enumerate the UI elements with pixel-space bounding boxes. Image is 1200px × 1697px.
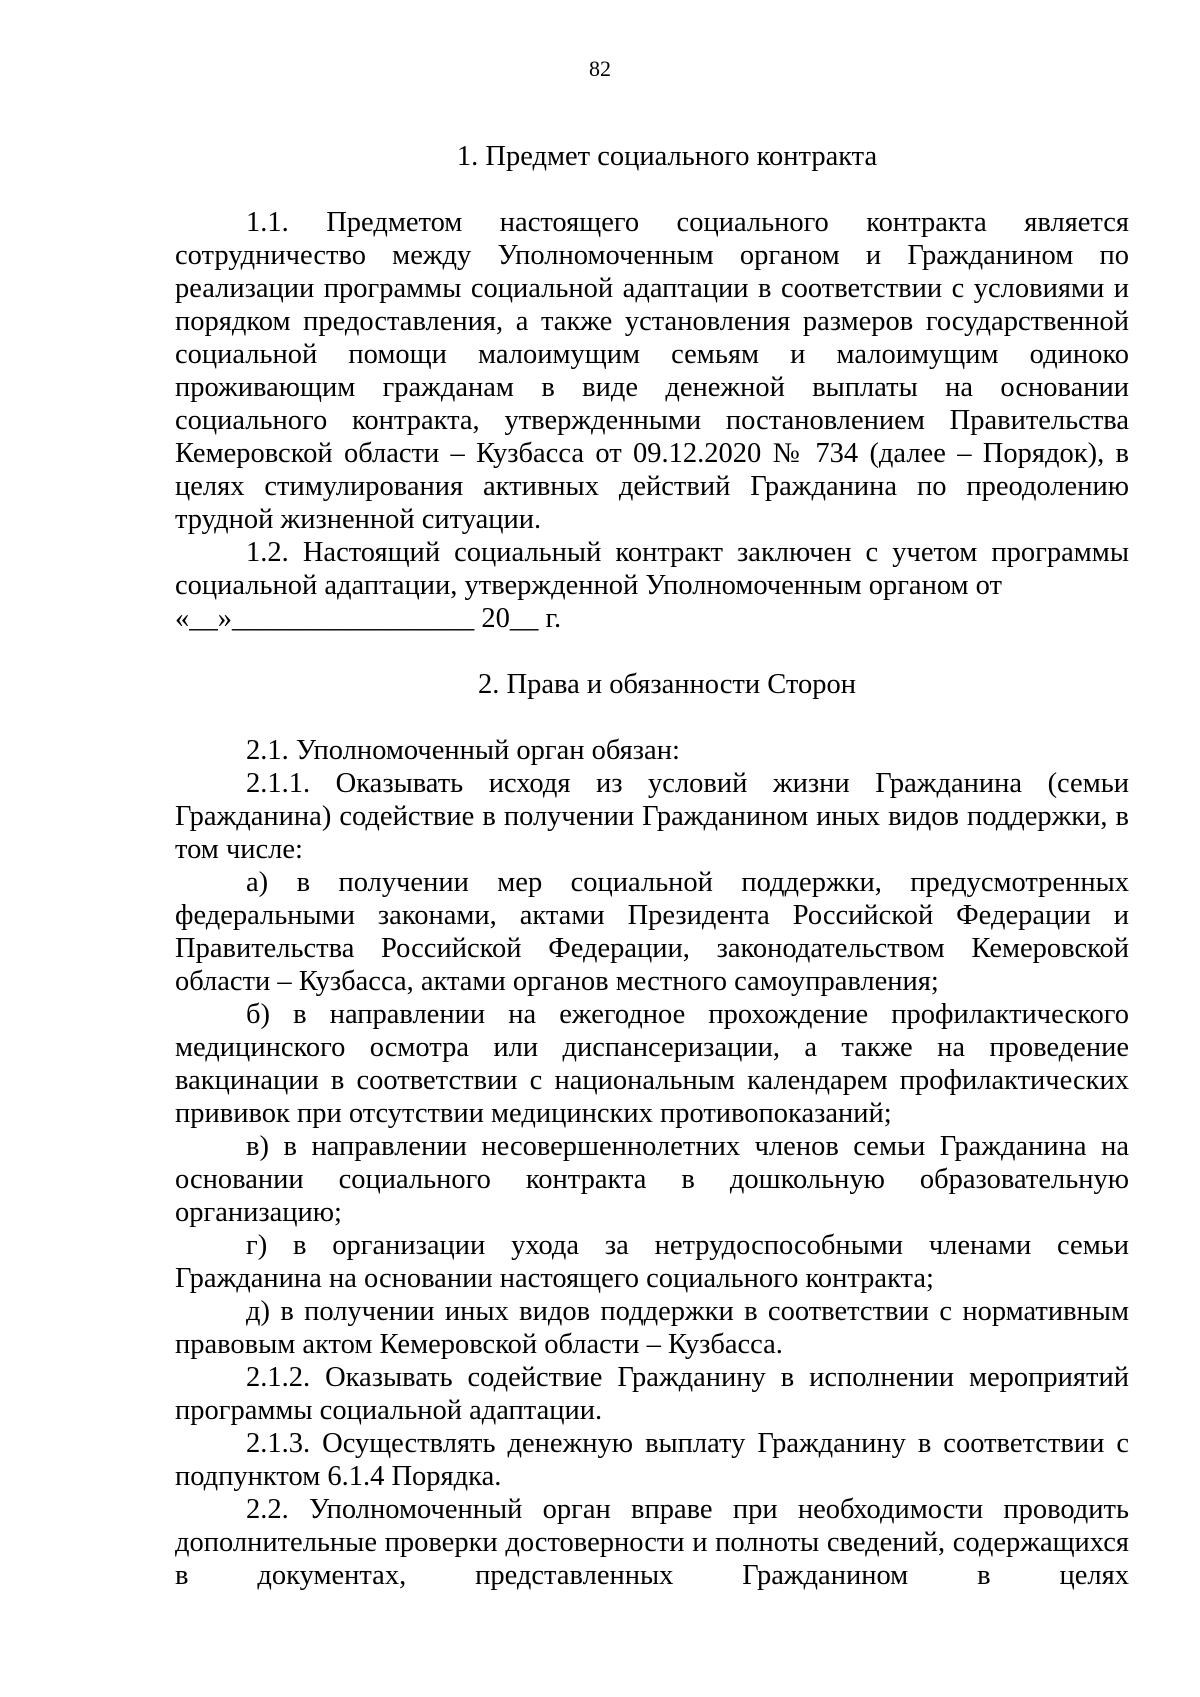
list-item-d: д) в получении иных видов поддержки в соответствии с нормативным правовым актом Кемеровской области – Кузбасса.: [175, 1296, 1129, 1360]
list-item-b: б) в направлении на ежегодное прохождение профилактического медицинского осмотра или диспансеризации, а также на проведение вакцинации в соответствии с национальным календарем профилактических прививок при отсутствии медицинских противопоказаний;: [175, 999, 1129, 1129]
list-item-a: а) в получении мер социальной поддержки, предусмотренных федеральными законами, актами Президента Российской Федерации и Правительства Российской Федерации, законодательством Кемеровской области – Кузбасса, актами органов местного самоуправления;: [175, 867, 1129, 997]
document-body: [175, 140, 1129, 1592]
paragraph-2-2: 2.2. Уполномоченный орган вправе при необходимости проводить дополнительные проверки достоверности и полноты сведений, содержащихся в документах, представленных Гражданином в целях: [175, 1494, 1129, 1591]
section-2-heading: 2. Права и обязанности Сторон: [478, 669, 856, 700]
paragraph-1-2: 1.2. Настоящий социальный контракт заключен с учетом программы социальной адаптации, утвержденной Уполномоченным органом от: [175, 537, 1129, 601]
paragraph-1-2-date-line: «__»_________________ 20__ г.: [175, 603, 562, 634]
section-1-heading: 1. Предмет социального контракта: [456, 141, 878, 172]
paragraph-1-1: 1.1. Предметом настоящего социального контракта является сотрудничество между Уполномоченным органом и Гражданином по реализации программы социальной адаптации в соответствии с условиями и порядком предоставления, а также установления размеров государственной социальной помощи малоимущим семьям и малоимущим одиноко проживающим гражданам в виде денежной выплаты на основании социального контракта, утвержденными постановлением Правительства Кемеровской области – Кузбасса от 09.12.2020 № 734 (далее – Порядок), в целях стимулирования активных действий Гражданина по преодолению трудной жизненной ситуации.: [175, 207, 1129, 535]
paragraph-2-1-2: 2.1.2. Оказывать содействие Гражданину в исполнении мероприятий программы социальной адаптации.: [175, 1362, 1129, 1426]
list-item-v: в) в направлении несовершеннолетних членов семьи Гражданина на основании социального контракта в дошкольную образовательную организацию;: [175, 1131, 1129, 1228]
list-item-g: г) в организации ухода за нетрудоспособными членами семьи Гражданина на основании настоящего социального контракта;: [175, 1230, 1129, 1294]
page-number: 82: [589, 56, 611, 81]
paragraph-2-1-1: 2.1.1. Оказывать исходя из условий жизни Гражданина (семьи Гражданина) содействие в получении Гражданином иных видов поддержки, в том числе:: [175, 768, 1129, 865]
paragraph-2-1-3: 2.1.3. Осуществлять денежную выплату Гражданину в соответствии с подпунктом 6.1.4 Порядка.: [175, 1428, 1129, 1492]
paragraph-2-1: 2.1. Уполномоченный орган обязан:: [246, 735, 680, 766]
